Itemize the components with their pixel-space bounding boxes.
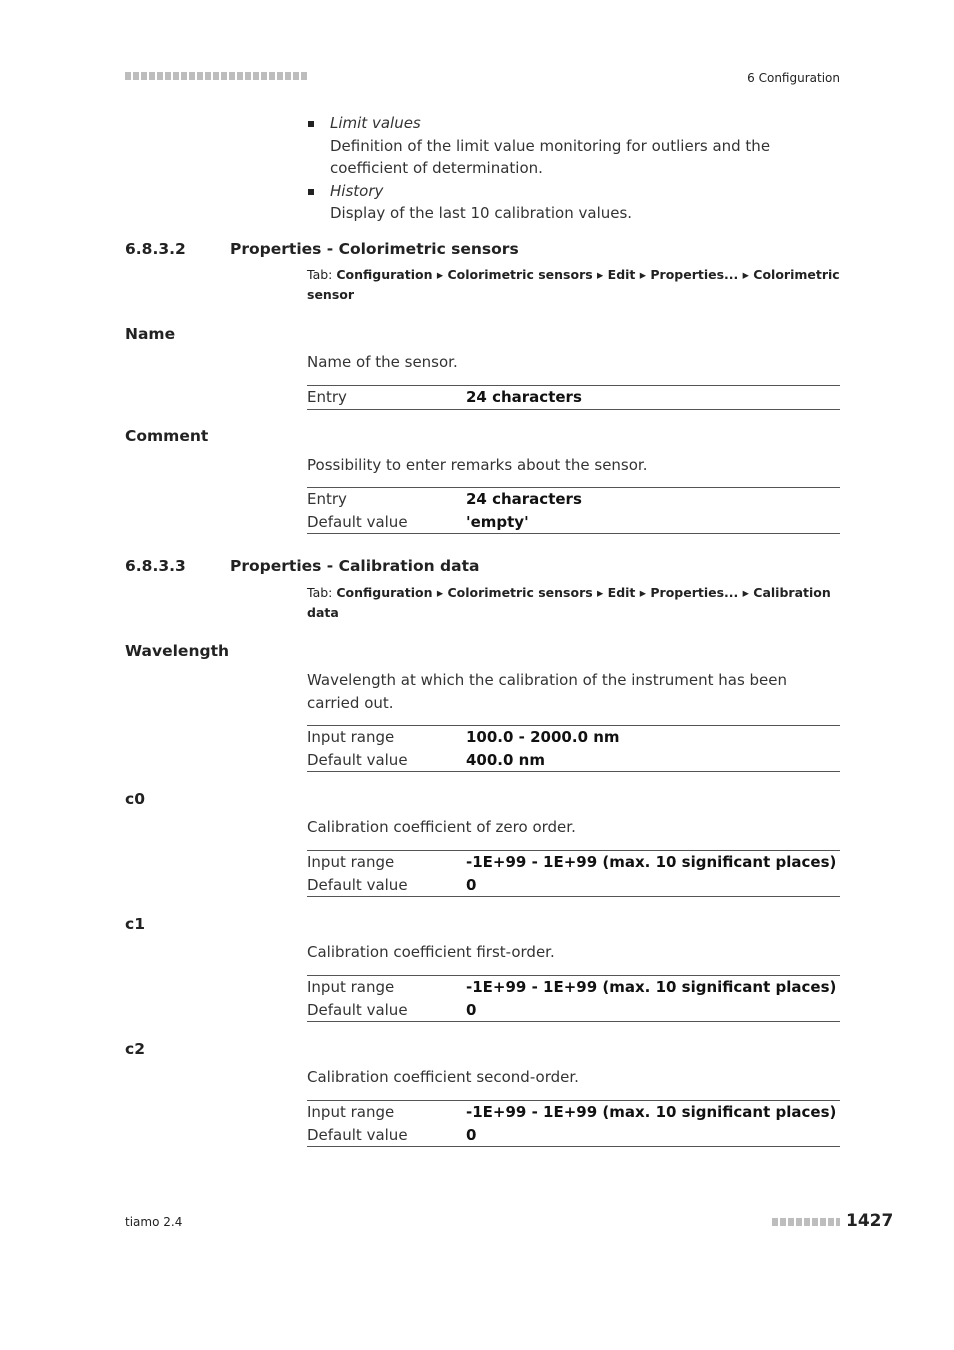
row-key: Input range: [307, 978, 395, 996]
table-row: [307, 851, 840, 874]
table-row: [307, 976, 840, 999]
table-row: [307, 1101, 840, 1124]
param-description: Calibration coefficient of zero order.: [307, 818, 576, 836]
table-row: [307, 488, 840, 511]
table-row: [307, 511, 840, 534]
param-title-name: Name: [125, 325, 176, 343]
row-key: Default value: [307, 1000, 408, 1019]
row-value: 0: [466, 875, 477, 894]
bullet-text: Display of the last 10 calibration values.: [330, 204, 633, 222]
param-table: [307, 385, 840, 410]
row-value: 'empty': [466, 512, 529, 531]
row-key: Default value: [307, 875, 408, 894]
row-value: 24 characters: [466, 388, 582, 406]
section-number: 6.8.3.2: [125, 240, 186, 258]
param-table: [307, 850, 840, 897]
param-table: [307, 1100, 840, 1147]
section-title: Properties - Colorimetric sensors: [230, 240, 519, 258]
param-description: Calibration coefficient second-order.: [307, 1068, 579, 1086]
row-key: Default value: [307, 750, 408, 769]
param-title-c2: c2: [125, 1040, 145, 1058]
tab-prefix: Tab:: [307, 267, 333, 282]
row-key: Entry: [307, 388, 347, 406]
table-row: [307, 386, 840, 409]
chapter-title: 6 Configuration: [747, 71, 840, 85]
row-key: Input range: [307, 728, 395, 746]
param-description: Possibility to enter remarks about the sensor.: [307, 456, 648, 474]
table-row: [307, 874, 840, 897]
table-row: [307, 749, 840, 772]
product-name: tiamo 2.4: [125, 1215, 183, 1229]
param-description: Calibration coefficient first-order.: [307, 943, 555, 961]
page-number: 1427: [846, 1211, 894, 1231]
row-value: 100.0 - 2000.0 nm: [466, 728, 620, 746]
bullet-title: Limit values: [330, 114, 421, 132]
tab-path-text: Configuration ▸ Colorimetric sensors ▸ Edit ▸ Properties... ▸ Colorimetric sensor: [307, 267, 840, 302]
list-item: [307, 180, 841, 225]
bullet-icon: [308, 189, 314, 195]
section-title: Properties - Calibration data: [230, 557, 480, 575]
row-value: 24 characters: [466, 490, 582, 508]
table-row: [307, 999, 840, 1022]
param-title-comment: Comment: [125, 427, 209, 445]
row-value: 0: [466, 1000, 477, 1019]
bullet-icon: [308, 121, 314, 127]
row-value: -1E+99 - 1E+99 (max. 10 significant places): [466, 853, 837, 871]
param-description: Wavelength at which the calibration of the instrument has been carried out.: [307, 671, 788, 712]
list-item: [307, 112, 841, 180]
footer-decoration: [772, 1218, 840, 1226]
row-key: Input range: [307, 853, 395, 871]
param-table: [307, 975, 840, 1022]
param-description: Name of the sensor.: [307, 353, 458, 371]
param-table: [307, 487, 840, 534]
param-title-c0: c0: [125, 790, 145, 808]
row-value: -1E+99 - 1E+99 (max. 10 significant places): [466, 978, 837, 996]
row-value: -1E+99 - 1E+99 (max. 10 significant places): [466, 1103, 837, 1121]
row-value: 400.0 nm: [466, 750, 545, 769]
param-title-c1: c1: [125, 915, 145, 933]
row-key: Input range: [307, 1103, 395, 1121]
tab-path-text: Configuration ▸ Colorimetric sensors ▸ Edit ▸ Properties... ▸ Calibration data: [307, 585, 831, 620]
table-row: [307, 1124, 840, 1147]
row-key: Default value: [307, 512, 408, 531]
bullet-title: History: [330, 181, 384, 200]
header-decoration: [125, 72, 307, 80]
row-key: Default value: [307, 1125, 408, 1144]
section-number: 6.8.3.3: [125, 557, 186, 575]
bullet-list: [307, 112, 841, 225]
row-value: 0: [466, 1125, 477, 1144]
param-title-wavelength: Wavelength: [125, 642, 230, 660]
param-table: [307, 725, 840, 772]
tab-path: [307, 265, 841, 304]
table-row: [307, 726, 840, 749]
tab-prefix: Tab:: [307, 585, 333, 600]
bullet-text: Definition of the limit value monitoring for outliers and the coefficient of determination.: [330, 136, 771, 177]
row-key: Entry: [307, 490, 347, 508]
tab-path: [307, 583, 841, 622]
